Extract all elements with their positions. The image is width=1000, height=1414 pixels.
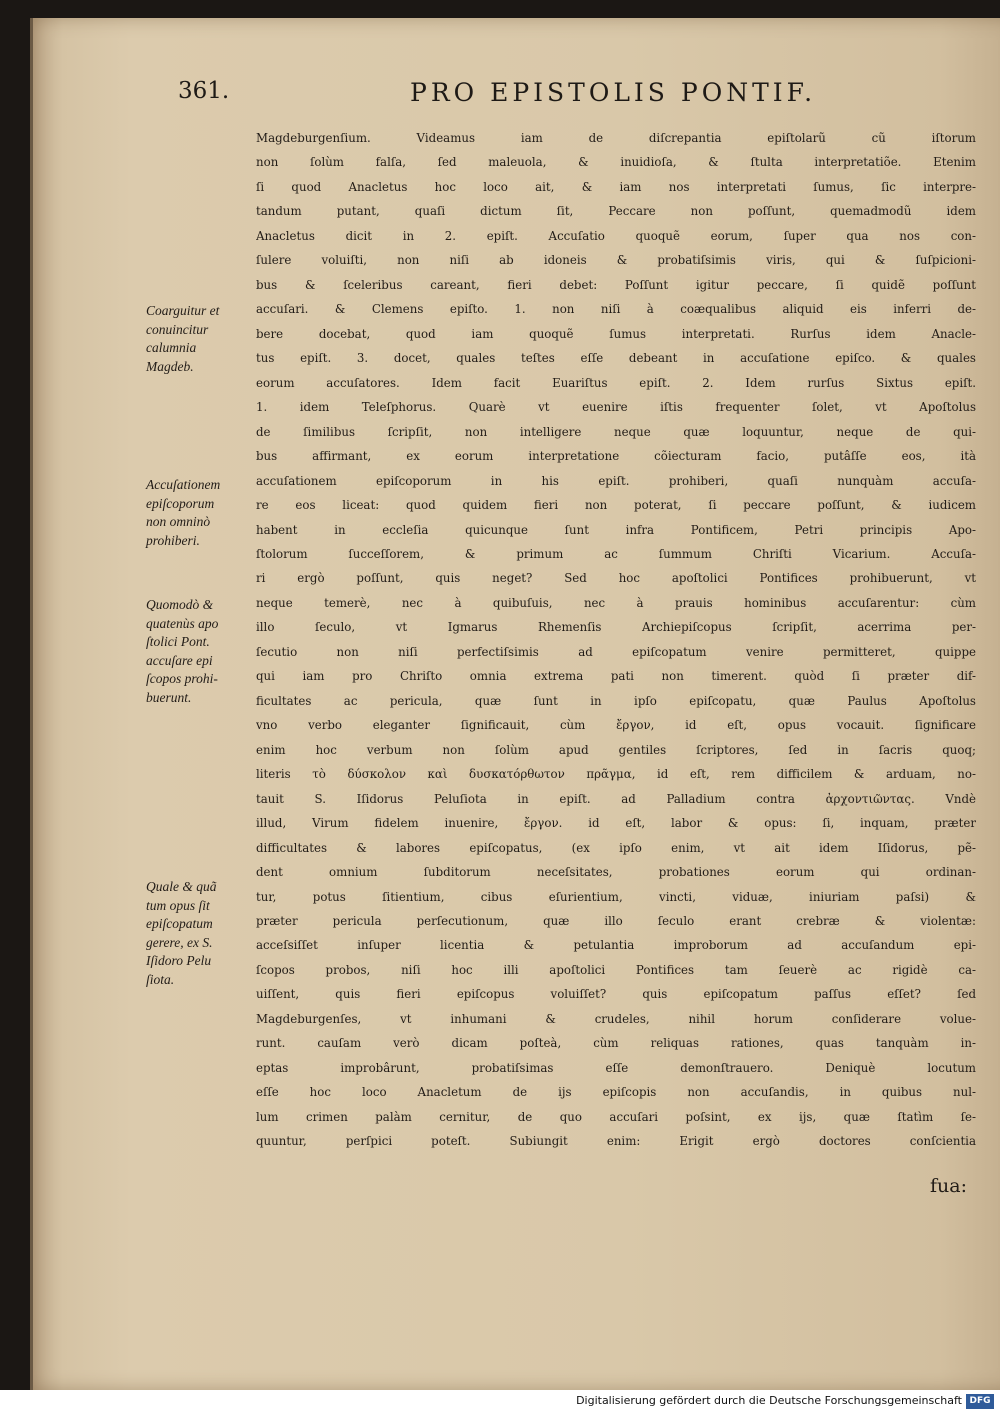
text-line: literis τὸ δύσκολον καὶ δυσκατόρθωτον πρᾶγμα, id eſt, rem difficilem & arduam, no- [256,767,976,782]
text-line: accuſari. & Clemens epiſto. 1. non niſi à coæqualibus aliquid eis inferri de- [256,302,976,317]
dfg-logo-icon: DFG [966,1394,994,1409]
text-line: dent omnium ſubditorum neceſsitates, probationes eorum qui ordinan- [256,865,976,880]
marginal-note-line: epiſcopatum [146,916,213,931]
text-line: Magdeburgenſes, vt inhumani & crudeles, nihil horum conſiderare volue- [256,1011,976,1026]
text-line: ſtolorum ſucceſſorem, & primum ac ſummum Chriſti Vicarium. Accuſa- [256,546,976,561]
text-line: eorum accuſatores. Idem facit Euariſtus epiſt. 2. Idem rurſus Sixtus epiſt. [256,375,976,390]
text-line: tandum putant, quaſi dictum ſit, Peccare non poſſunt, quemadmodũ idem [256,204,976,219]
text-line: runt. cauſam verò dicam poſteà, cùm reliquas rationes, quas tanquàm in- [256,1036,976,1051]
text-line: vno verbo eleganter ſignificauit, cùm ἔργον, id eſt, opus vocauit. ſignificare [256,718,976,733]
marginal-note-line: ſtolici Pont. [146,634,210,649]
marginal-note [146,596,254,707]
text-line: Anacletus dicit in 2. epiſt. Accuſatio quoquẽ eorum, ſuper qua nos con- [256,228,976,243]
text-line: qui iam pro Chriſto omnia extrema pati non timerent. quòd ſi præter dif- [256,669,976,684]
marginal-note-line: epiſcoporum [146,495,215,511]
text-line: bus & ſceleribus careant, fieri debet: Poſſunt igitur peccare, ſi quidẽ poſſunt [256,277,976,292]
page-number: 361. [178,78,230,104]
text-line: re eos liceat: quod quidem fieri non poterat, ſi peccare poſſunt, & iudicem [256,498,976,513]
text-line: acceſsiſſet inſuper licentia & petulantia improborum ad accuſandum epi- [256,938,976,953]
marginal-note [146,476,254,550]
text-line: Magdeburgenſium. Videamus iam de diſcrepantia epiſtolarũ cũ iſtorum [256,131,976,145]
marginal-note-line: ſiota. [146,971,175,987]
marginal-note [146,302,254,376]
text-line: ſi quod Anacletus hoc loco ait, & iam nos interpretati ſumus, ſic interpre- [256,179,976,194]
text-line: neque temerè, nec à quibuſuis, nec à prauis hominibus accuſarentur: cùm [256,595,976,610]
text-line: præter pericula perſecutionum, quæ illo ſeculo erant crebræ & violentæ: [256,914,976,928]
catchword: fua: [930,1175,967,1197]
text-line: illo ſeculo, vt Igmarus Rhemenſis Archiepiſcopus ſcripſit, acerrima per- [256,620,976,635]
marginal-note-line: Coarguitur et [146,303,220,318]
text-line: difficultates & labores epiſcopatus, (ex ipſo enim, vt ait idem Iſidorus, pẽ- [256,840,976,855]
marginal-note-line: Accuſationem [146,477,221,492]
text-line: eſſe hoc loco Anacletum de ijs epiſcopis non accuſandis, in quibus nul- [256,1085,976,1100]
marginal-note-line: Magdeb. [146,358,194,374]
marginal-note [146,878,254,989]
footer-bar [0,1390,1000,1414]
text-line: ſulere voluiſti, non niſi ab idoneis & probatiſsimis viris, qui & ſuſpicioni- [256,253,976,268]
marginal-note-line: quatenùs apo [146,615,219,631]
marginal-note-line: gerere, ex S. [146,934,213,950]
text-line: illud, Virum fidelem inuenire, ἔργον. id eſt, labor & opus: ſi, inquam, præter [256,816,976,831]
text-line: ri ergò poſſunt, quis neget? Sed hoc apoſtolici Pontifices prohibuerunt, vt [256,571,976,586]
marginal-note-line: Quale & quã [146,879,217,894]
text-line: enim hoc verbum non ſolùm apud gentiles ſcriptores, ſed in ſacris quoq; [256,742,976,757]
text-line: uiſſent, quis fieri epiſcopus voluiſſet? quis epiſcopatum paſſus eſſet? ſed [256,987,976,1002]
page-header [178,78,978,118]
marginal-note-line: ſcopos prohi- [146,671,218,686]
funding-credit: Digitalisierung gefördert durch die Deutsche Forschungsgemeinschaft [576,1394,962,1407]
text-line: tus epiſt. 3. docet, quales teſtes eſſe debeant in accuſatione epiſco. & quales [256,351,976,366]
marginal-note-line: conuincitur [146,321,209,337]
text-line: de ſimilibus ſcripſit, non intelligere neque quæ loquuntur, neque de qui- [256,424,976,439]
text-line: eptas improbârunt, probatiſsimas eſſe demonſtrauero. Deniquè locutum [256,1060,976,1075]
running-head: PRO EPISTOLIS PONTIF. [410,78,817,107]
text-line: ſcopos probos, niſi hoc illi apoſtolici Pontifices tam ſeuerè ac rigidè ca- [256,962,976,977]
text-line: 1. idem Teleſphorus. Quarè vt euenire iſtis frequenter ſolet, vt Apoſtolus [256,400,976,415]
text-line: lum crimen palàm cernitur, de quo accuſari poſsint, ex ijs, quæ ſtatìm ſe- [256,1109,976,1124]
marginal-note-line: tum opus ſit [146,897,210,913]
marginal-note-line: non omninò [146,514,211,529]
text-line: bus affirmant, ex eorum interpretatione cõiecturam facio, putâſſe eos, ità [256,449,976,464]
text-line: accuſationem epiſcoporum in his epiſt. prohiberi, quaſi nunquàm accuſa- [256,473,976,488]
marginal-note-line: buerunt. [146,689,192,705]
text-line: ficultates ac pericula, quæ ſunt in ipſo epiſcopatu, quæ Paulus Apoſtolus [256,693,976,708]
marginal-note-line: prohiberi. [146,532,200,548]
text-line: non ſolùm falſa, ſed maleuola, & inuidioſa, & ſtulta interpretatiõe. Etenim [256,155,976,170]
marginal-note-line: Quomodò & [146,597,214,612]
marginal-note-line: accuſare epi [146,652,213,668]
body-text [256,126,976,1154]
text-line: tur, potus ſitientium, cibus eſurientium, vincti, viduæ, iniuriam paſsi) & [256,889,976,904]
text-line: ſecutio non niſi perfectiſsimis ad epiſcopatum venire permitteret, quippe [256,644,976,659]
marginal-note-line: Iſidoro Pelu [146,953,212,968]
marginal-note-line: calumnia [146,340,197,355]
text-line: quuntur, perſpici poteſt. Subiungit enim: Erigit ergò doctores conſcientia [256,1134,976,1149]
text-line: tauit S. Iſidorus Peluſiota in epiſt. ad Palladium contra ἀρχοντιῶντας. Vndè [256,791,976,806]
text-line: bere docebat, quod iam quoquẽ ſumus interpretati. Rurſus idem Anacle- [256,326,976,341]
text-line: habent in eccleſia quicunque ſunt infra Pontificem, Petri principis Apo- [256,522,976,537]
